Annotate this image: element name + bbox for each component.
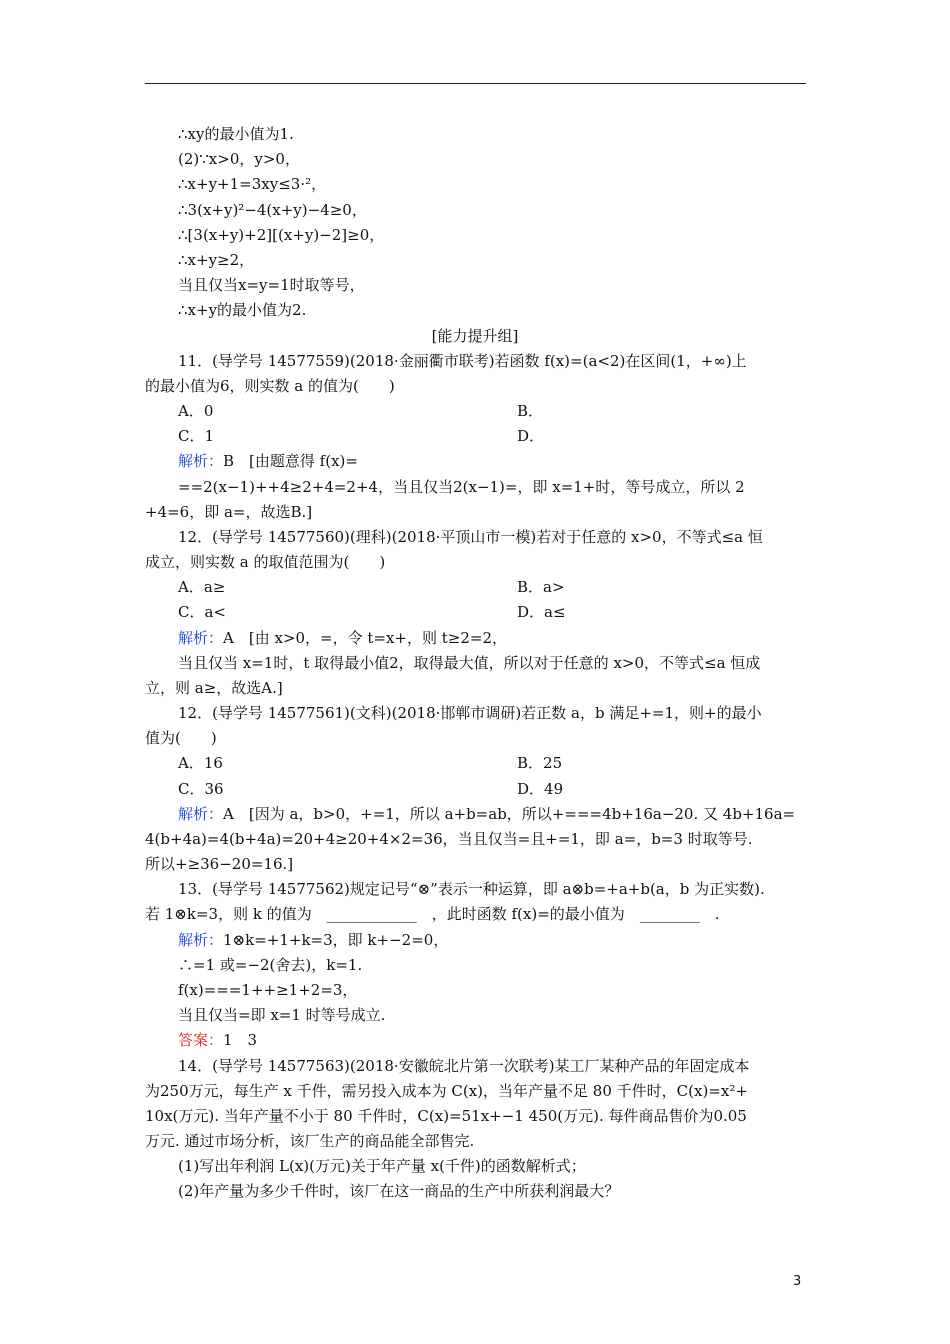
answer-label: 答案： [178, 1031, 224, 1049]
page-number: 3 [793, 1274, 802, 1289]
question-14-stem: 14．(导学号 14577563)(2018·安徽皖北片第一次联考)某工厂某种产品的年固定成本 [178, 1057, 750, 1075]
question-12b-stem: 值为( ) [145, 729, 217, 747]
option-d: D． [517, 427, 545, 445]
analysis-text: f(x)===1++≥1+2=3， [178, 981, 358, 999]
header-rule [145, 83, 806, 84]
question-13-stem: 若 1⊗k=3，则 k 的值为 ____________ ，此时函数 f(x)=的最小值为 ________ . [145, 905, 720, 923]
solution-line: ∴3(x+y)²−4(x+y)−4≥0， [178, 201, 367, 219]
answer-value: 1 3 [223, 1031, 258, 1049]
solution-line: 当且仅当x=y=1时取等号， [178, 276, 365, 294]
question-14-part: (1)写出年利润 L(x)(万元)关于年产量 x(千件)的函数解析式； [178, 1157, 586, 1175]
analysis-text: +4=6，即 a=，故选B.] [145, 503, 313, 521]
analysis-text: 所以+≥36−20=16.] [145, 855, 294, 873]
question-13-stem: 13．(导学号 14577562)规定记号“⊗”表示一种运算，即 a⊗b=+a+b(a，b 为正实数). [178, 880, 765, 898]
option-d: D．a≤ [517, 603, 566, 621]
question-12b-stem: 12．(导学号 14577561)(文科)(2018·邯郸市调研)若正数 a，b 满足+=1，则+的最小 [178, 704, 762, 722]
solution-line: (2)∵x>0，y>0， [178, 150, 300, 168]
question-14-part: (2)年产量为多少千件时，该厂在这一商品的生产中所获利润最大？ [178, 1182, 620, 1200]
solution-line: ∴x+y≥2， [178, 251, 255, 269]
analysis-text: A [由 x>0，=，令 t=x+，则 t≥2=2， [223, 629, 508, 647]
option-b: B． [517, 402, 544, 420]
answer-line [178, 930, 448, 950]
option-b: B．25 [517, 754, 563, 772]
analysis-text: 当且仅当 x=1时，t 取得最小值2，取得最大值，所以对于任意的 x>0，不等式≤a 恒成 [178, 654, 761, 672]
analysis-text: 1⊗k=+1+k=3，即 k+−2=0， [223, 931, 449, 949]
option-d: D．49 [517, 780, 564, 798]
final-answer [178, 1030, 257, 1050]
option-a: A．a≥ [178, 578, 226, 596]
question-12a-stem: 成立，则实数 a 的取值范围为( ) [145, 553, 386, 571]
option-c: C．a< [178, 603, 226, 621]
option-a: A．0 [178, 402, 214, 420]
section-title: [能力提升组] [431, 327, 519, 345]
question-14-stem: 万元. 通过市场分析，该厂生产的商品能全部售完. [145, 1132, 475, 1150]
question-12a-stem: 12．(导学号 14577560)(理科)(2018·平顶山市一模)若对于任意的 x>0，不等式≤a 恒 [178, 528, 763, 546]
answer-line [178, 804, 795, 824]
option-c: C．1 [178, 427, 215, 445]
analysis-text: 4(b+4a)=4(b+4a)=20+4≥20+4×2=36，当且仅当=且+=1，即 a=，b=3 时取等号. [145, 830, 753, 848]
analysis-text: ==2(x−1)++4≥2+4=2+4，当且仅当2(x−1)=，即 x=1+时，等号成立，所以 2 [178, 478, 745, 496]
analysis-text: 立，则 a≥，故选A.] [145, 679, 283, 697]
analysis-label: 解析： [178, 805, 224, 823]
analysis-text: A [因为 a，b>0，+=1，所以 a+b=ab，所以+===4b+16a−20. 又 4b+16a= [223, 805, 796, 823]
analysis-text: B [由题意得 f(x)= [223, 452, 358, 470]
question-14-stem: 为250万元，每生产 x 千件，需另投入成本为 C(x)，当年产量不足 80 千件时，C(x)=x²+ [145, 1082, 748, 1100]
question-11-stem: 的最小值为6，则实数 a 的值为( ) [145, 377, 395, 395]
option-a: A．16 [178, 754, 223, 772]
solution-line: ∴x+y的最小值为2. [178, 301, 307, 319]
question-14-stem: 10x(万元). 当年产量不小于 80 千件时，C(x)=51x+−1 450(万元). 每件商品售价为0.05 [145, 1107, 747, 1125]
question-11-stem: 11．(导学号 14577559)(2018·金丽衢市联考)若函数 f(x)=(a<2)在区间(1，+∞)上 [178, 352, 747, 370]
solution-line: ∴[3(x+y)+2][(x+y)−2]≥0， [178, 226, 385, 244]
option-b: B．a> [517, 578, 565, 596]
answer-line [178, 628, 507, 648]
analysis-label: 解析： [178, 629, 224, 647]
solution-line: ∴xy的最小值为1. [178, 125, 294, 143]
analysis-text: 当且仅当=即 x=1 时等号成立. [178, 1006, 386, 1024]
analysis-label: 解析： [178, 931, 224, 949]
analysis-text: ∴=1 或=−2(舍去)，k=1. [178, 956, 363, 974]
solution-line: ∴x+y+1=3xy≤3·²， [178, 175, 327, 193]
analysis-label: 解析： [178, 452, 224, 470]
option-c: C．36 [178, 780, 224, 798]
answer-line [178, 451, 358, 471]
